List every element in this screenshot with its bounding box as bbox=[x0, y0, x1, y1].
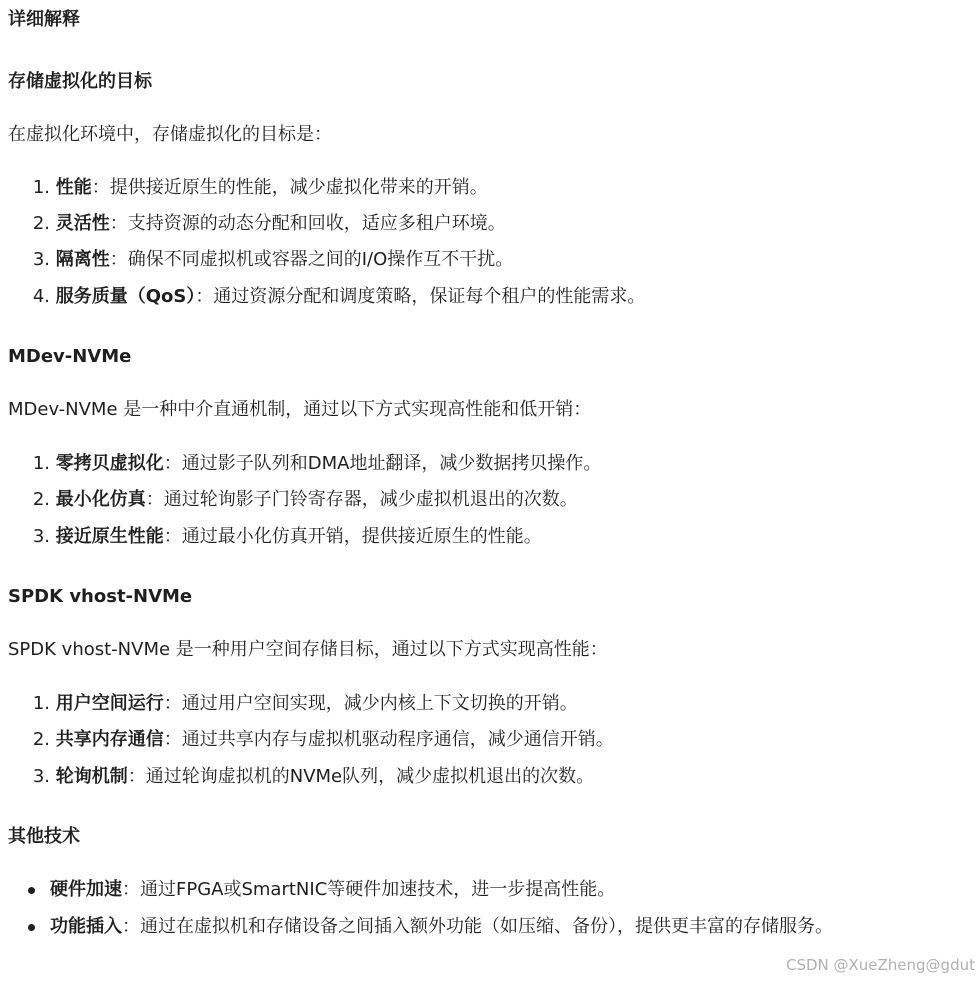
list-term: 服务质量（QoS） bbox=[55, 286, 196, 307]
list-desc: ：支持资源的动态分配和回收，适应多租户环境。 bbox=[109, 213, 506, 234]
section-title-spdk-vhost-nvme: SPDK vhost-NVMe bbox=[8, 586, 193, 607]
list-desc: ：通过轮询影子门铃寄存器，减少虚拟机退出的次数。 bbox=[145, 489, 578, 510]
section-intro: SPDK vhost-NVMe 是一种用户空间存储目标，通过以下方式实现高性能： bbox=[8, 639, 608, 660]
bullet-term: 硬件加速 bbox=[50, 879, 122, 900]
list-number: 3. bbox=[32, 766, 50, 787]
list-desc: ：提供接近原生的性能，减少虚拟化带来的开销。 bbox=[91, 177, 488, 198]
bullet-item bbox=[8, 909, 958, 945]
list-item bbox=[8, 212, 506, 236]
section-intro: MDev-NVMe 是一种中介直通机制，通过以下方式实现高性能和低开销： bbox=[8, 399, 592, 420]
list-item bbox=[8, 452, 601, 476]
list-desc: ：通过最小化仿真开销，提供接近原生的性能。 bbox=[163, 526, 542, 547]
list-number: 2. bbox=[32, 729, 50, 750]
bullet-term: 功能插入 bbox=[50, 916, 122, 937]
list-term: 性能 bbox=[55, 177, 92, 198]
list-term: 轮询机制 bbox=[55, 766, 128, 787]
list-item bbox=[8, 692, 578, 716]
main-heading: 详细解释 bbox=[8, 9, 80, 30]
list-number: 1. bbox=[32, 453, 50, 474]
list-item bbox=[8, 488, 578, 512]
list-desc: ：通过用户空间实现，减少内核上下文切换的开销。 bbox=[163, 693, 578, 714]
list-number: 3. bbox=[32, 526, 50, 547]
list-term: 用户空间运行 bbox=[55, 693, 164, 714]
list-number: 1. bbox=[32, 693, 50, 714]
list-number: 1. bbox=[32, 177, 50, 198]
list-number: 3. bbox=[32, 249, 50, 270]
watermark: CSDN @XueZheng@gdut bbox=[785, 956, 975, 974]
list-term: 隔离性 bbox=[55, 249, 110, 270]
section-title-mdev-nvme: MDev-NVMe bbox=[8, 346, 132, 367]
list-desc: ：通过共享内存与虚拟机驱动程序通信，减少通信开销。 bbox=[163, 729, 614, 750]
list-item bbox=[8, 248, 513, 272]
list-term: 接近原生性能 bbox=[55, 526, 164, 547]
list-item bbox=[8, 728, 614, 752]
list-term: 零拷贝虚拟化 bbox=[55, 453, 164, 474]
list-term: 最小化仿真 bbox=[55, 489, 146, 510]
list-desc: ：通过影子队列和DMA地址翻译，减少数据拷贝操作。 bbox=[163, 453, 602, 474]
list-number: 4. bbox=[32, 286, 50, 307]
section-intro: 在虚拟化环境中，存储虚拟化的目标是： bbox=[8, 124, 332, 145]
list-item bbox=[8, 285, 645, 309]
list-term: 灵活性 bbox=[55, 213, 110, 234]
list-item bbox=[8, 765, 594, 789]
bullet-desc: ：通过在虚拟机和存储设备之间插入额外功能（如压缩、备份），提供更丰富的存储服务。 bbox=[122, 916, 833, 937]
list-desc: ：通过资源分配和调度策略，保证每个租户的性能需求。 bbox=[195, 286, 646, 307]
list-desc: ：确保不同虚拟机或容器之间的I/O操作互不干扰。 bbox=[109, 249, 514, 270]
bullet-dot-icon bbox=[28, 924, 35, 931]
section-title-other-technologies: 其他技术 bbox=[8, 826, 80, 847]
list-number: 2. bbox=[32, 213, 50, 234]
list-term: 共享内存通信 bbox=[55, 729, 164, 750]
list-item bbox=[8, 176, 488, 200]
list-number: 2. bbox=[32, 489, 50, 510]
bullet-item bbox=[8, 872, 958, 908]
section-title-storage-virtualization-goals: 存储虚拟化的目标 bbox=[8, 71, 152, 92]
bullet-dot-icon bbox=[28, 887, 35, 894]
bullet-desc: ：通过FPGA或SmartNIC等硬件加速技术，进一步提高性能。 bbox=[122, 879, 616, 900]
list-item bbox=[8, 525, 542, 549]
list-desc: ：通过轮询虚拟机的NVMe队列，减少虚拟机退出的次数。 bbox=[127, 766, 595, 787]
